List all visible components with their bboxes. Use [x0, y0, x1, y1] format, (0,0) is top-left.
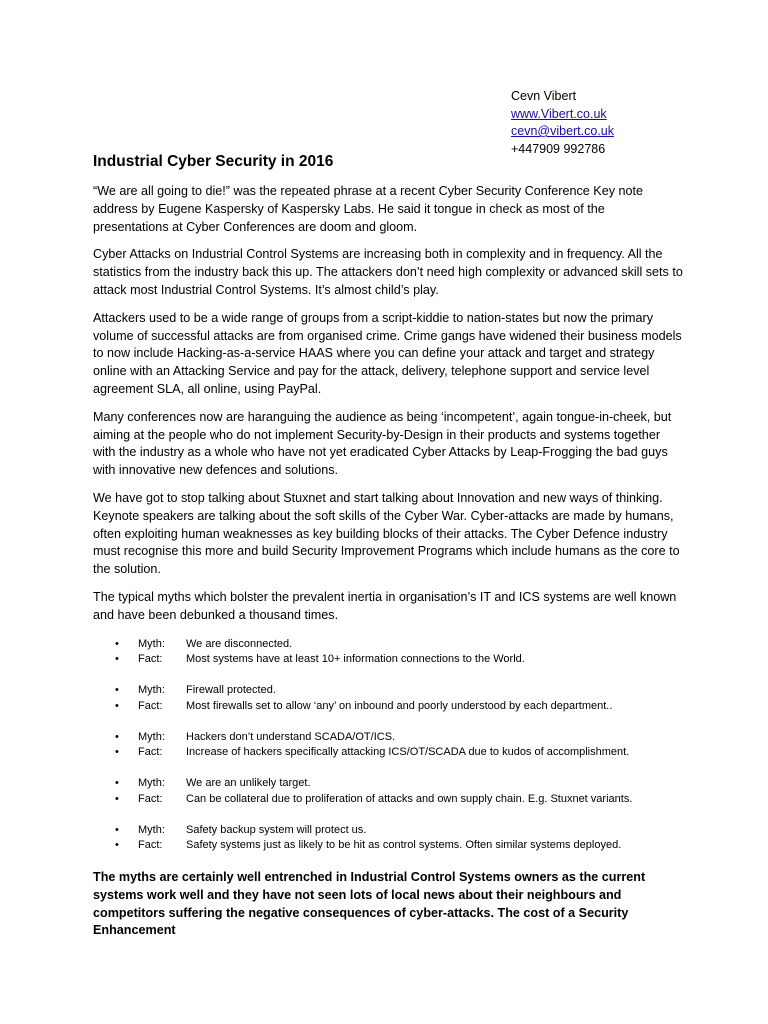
myth-label: Myth:: [138, 684, 165, 697]
fact-label: Fact:: [138, 746, 163, 759]
myth-text: We are disconnected.: [186, 637, 293, 650]
myth-fact-pair: [93, 823, 683, 854]
fact-row: [93, 652, 683, 668]
myth-text: We are an unlikely target.: [186, 777, 311, 790]
fact-text: Most firewalls set to allow ‘any’ on inbound and poorly understood by each department..: [186, 699, 613, 712]
fact-text: Safety systems just as likely to be hit as control systems. Often similar systems deployed.: [186, 839, 622, 852]
fact-label: Fact:: [138, 839, 163, 852]
fact-row: [93, 838, 683, 854]
myth-text: Firewall protected.: [186, 684, 276, 697]
paragraph: Cyber Attacks on Industrial Control Systems are increasing both in complexity and in frequency. All the statistics from the industry back this up. The attackers don’t need high complexity or advanced skill sets to attack most Industrial Control Systems. It’s almost child’s play.: [93, 247, 683, 297]
fact-text: Most systems have at least 10+ information connections to the World.: [186, 653, 525, 666]
fact-text: Increase of hackers specifically attacking ICS/OT/SCADA due to kudos of accomplishment.: [186, 746, 630, 759]
myth-fact-pair: [93, 776, 683, 807]
bullet-icon: •: [115, 637, 119, 650]
website-link[interactable]: www.Vibert.co.uk: [511, 106, 607, 121]
fact-text: Can be collateral due to proliferation of attacks and own supply chain. E.g. Stuxnet variants.: [186, 792, 633, 805]
fact-row: [93, 792, 683, 808]
bullet-icon: •: [115, 792, 119, 805]
bullet-icon: •: [115, 684, 119, 697]
myth-label: Myth:: [138, 730, 165, 743]
bullet-icon: •: [115, 777, 119, 790]
article-title: Industrial Cyber Security in 2016: [93, 153, 334, 170]
myth-text: Safety backup system will protect us.: [186, 823, 367, 836]
phone-number: +447909 992786: [511, 141, 606, 156]
myth-label: Myth:: [138, 823, 165, 836]
myth-fact-pair: [93, 683, 683, 714]
myths-list: [93, 637, 683, 854]
article-body: [93, 183, 683, 950]
paragraph: Many conferences now are haranguing the audience as being ‘incompetent’, again tongue-in-cheek, but aiming at the people who do not implement Security-by-Design in their products and systems together with the industry as a whole who have not yet eradicated Cyber Attacks by Leap-Frogging the bad guys with innovative new defences and solutions.: [93, 409, 672, 478]
bullet-icon: •: [115, 730, 119, 743]
myth-row: [93, 776, 683, 792]
bullet-icon: •: [115, 653, 119, 666]
myth-fact-pair: [93, 730, 683, 761]
fact-label: Fact:: [138, 792, 163, 805]
bullet-icon: •: [115, 746, 119, 759]
myth-fact-pair: [93, 637, 683, 668]
author-contact-block: [511, 88, 614, 158]
fact-label: Fact:: [138, 653, 163, 666]
email-link[interactable]: cevn@vibert.co.uk: [511, 124, 615, 138]
paragraph: Attackers used to be a wide range of groups from a script-kiddie to nation-states but now the primary volume of successful attacks are from organised crime. Crime gangs have widened their business models to now include Hacking-as-a-service HAAS where you can define your attack and target and strategy online with an Attacking Service and pay for the attack, delivery, telephone support and service level agreement SLA, all online, using PayPal.: [93, 310, 682, 396]
bullet-icon: •: [115, 699, 119, 712]
myth-row: [93, 823, 683, 839]
paragraph: We have got to stop talking about Stuxnet and start talking about Innovation and new ways of thinking. Keynote speakers are talking about the soft skills of the Cyber War. Cyber-attacks are made by humans, often exploiting human weaknesses as key building blocks of their attacks. The Cyber Defence industry must recognise this more and build Security Improvement Programs which include humans as the core to the solution.: [93, 490, 680, 577]
fact-row: [93, 699, 683, 715]
myth-row: [93, 730, 683, 746]
myth-label: Myth:: [138, 777, 165, 790]
paragraph: “We are all going to die!” was the repeated phrase at a recent Cyber Security Conference Key note address by Eugene Kaspersky of Kaspersky Labs. He said it tongue in check as most of the presentations at Cyber Conferences are doom and gloom.: [93, 184, 643, 234]
fact-row: [93, 745, 683, 761]
myth-text: Hackers don’t understand SCADA/OT/ICS.: [186, 730, 396, 743]
fact-label: Fact:: [138, 699, 163, 712]
bullet-icon: •: [115, 823, 119, 836]
bullet-icon: •: [115, 839, 119, 852]
paragraph: The typical myths which bolster the prevalent inertia in organisation’s IT and ICS systems are well known and have been debunked a thousand times.: [93, 589, 677, 622]
myth-label: Myth:: [138, 637, 165, 650]
author-name: Cevn Vibert: [511, 89, 577, 103]
myth-row: [93, 637, 683, 653]
myth-row: [93, 683, 683, 699]
closing-paragraph: The myths are certainly well entrenched in Industrial Control Systems owners as the current systems work well and they have not seen lots of local news about their neighbours and competitors suffering the negative consequences of cyber-attacks. The cost of a Security Enhancement: [93, 870, 646, 938]
